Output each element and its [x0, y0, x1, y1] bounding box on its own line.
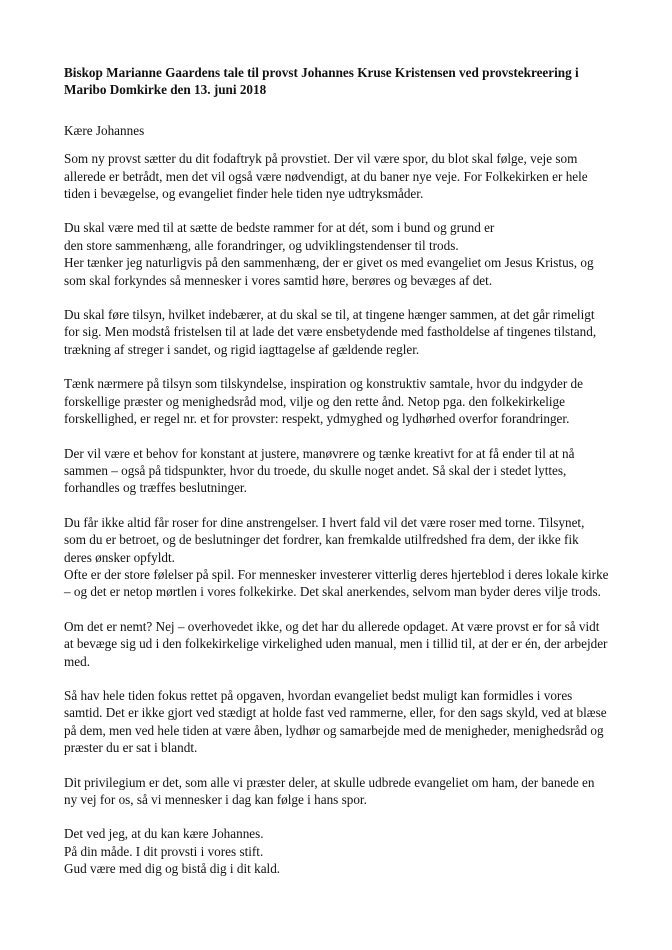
paragraph-line: som du er betroet, og de beslutninger det fordrer, kan fremkalde utilfredshed fra dem, der ikke fik — [64, 532, 579, 548]
paragraph-line: Om det er nemt? Nej – overhovedet ikke, og det har du allerede opdaget. At være provst er for så vidt — [64, 618, 600, 634]
greeting: Kære Johannes — [64, 122, 145, 138]
title-line: Maribo Domkirke den 13. juni 2018 — [64, 82, 267, 98]
paragraph — [64, 514, 624, 601]
paragraph-line: Dit privilegium er det, som alle vi præster deler, at skulle udbrede evangeliet om ham, der banede en — [64, 774, 595, 790]
paragraph-line: forskellighed, er regel nr. et for provster: respekt, ydmyghed og lydhørhed overfor forandringer. — [64, 411, 570, 427]
paragraph-line: ny vej for os, så vi mennesker i dag kan følge i hans spor. — [64, 792, 367, 807]
paragraph-line: Du skal være med til at sætte de bedste rammer for at dét, som i bund og grund er — [64, 220, 495, 236]
paragraph-line: forhandles og træffes beslutninger. — [64, 480, 247, 496]
document-title — [64, 64, 624, 99]
paragraph-line: Så hav hele tiden fokus rettet på opgaven, hvordan evangeliet bedst muligt kan formidles i vores — [64, 687, 573, 703]
paragraph-line: Det ved jeg, at du kan kære Johannes. — [64, 826, 264, 842]
title-line: Biskop Marianne Gaardens tale til provst Johannes Kruse Kristensen ved provstekreering i — [64, 65, 579, 80]
paragraph-line: allerede er betrådt, men det vil også være nødvendigt, at du baner nye veje. For Folkekirken er hele — [64, 168, 588, 184]
paragraph-line: den store sammenhæng, alle forandringer, og udviklingstendenser til trods. — [64, 237, 459, 253]
paragraph-line: Gud være med dig og bistå dig i dit kald. — [64, 861, 281, 877]
paragraph-line: Der vil være et behov for konstant at justere, manøvrere og tænke kreativt for at få ender til at nå — [64, 445, 575, 461]
paragraph-line: – og det er netop mørtlen i vores folkekirke. Det skal anerkendes, selvom man byder deres vilje trods. — [64, 584, 601, 600]
paragraph — [64, 687, 624, 757]
paragraph-line: På din måde. I dit provsti i vores stift. — [64, 843, 264, 859]
paragraph-line: samtid. Det er ikke gjort ved stædigt at holde fast ved rammerne, eller, for den sags skyld, ved at blæse — [64, 705, 607, 721]
paragraph — [64, 825, 624, 877]
paragraph-line: præster du er sat i blandt. — [64, 740, 198, 756]
paragraph-line: Her tænker jeg naturligvis på den sammenhæng, der er givet os med evangeliet om Jesus Kristus, og — [64, 255, 594, 271]
paragraph-line: trækning af streger i sandet, og rigid iagttagelse af gældende regler. — [64, 341, 420, 357]
paragraph — [64, 150, 624, 202]
paragraph-line: tiden i bevægelse, og evangeliet finder hele tiden nye udtryksmåder. — [64, 186, 424, 202]
paragraph-line: Som ny provst sætter du dit fodaftryk på provstiet. Der vil være spor, du blot skal følge, veje som — [64, 151, 578, 167]
paragraph-line: deres ønsker opfyldt. — [64, 549, 175, 565]
paragraph-line: sammen – også på tidspunkter, hvor du troede, du skulle noget andet. Så skal der i stedet lyttes, — [64, 462, 567, 478]
paragraph-line: at bevæge sig ud i den folkekirkelige virkelighed uden manual, men i tillid til, at der er én, der arbejder — [64, 636, 608, 652]
paragraph — [64, 306, 624, 358]
paragraph-line: som skal forkyndes så mennesker i vores samtid høre, berøres og bevæges af det. — [64, 272, 493, 288]
paragraph-line: på dem, men ved hele tiden at være åben, lydhør og samarbejde med de menigheder, menighedsråd og — [64, 722, 604, 738]
paragraph-line: med. — [64, 653, 91, 669]
paragraph-line: forskellige præster og menighedsråd mod, vilje og den rette ånd. Netop pga. den folkekirkelige — [64, 393, 565, 409]
speech-body — [64, 150, 624, 877]
paragraph-line: for sig. Men modstå fristelsen til at lade det være ensbetydende med fastholdelse af tingenes tilstand, — [64, 324, 597, 340]
document-page — [64, 64, 624, 887]
paragraph — [64, 219, 624, 289]
paragraph-line: Du får ikke altid får roser for dine anstrengelser. I hvert fald vil det være roser med torne. Tilsynet, — [64, 514, 585, 530]
paragraph-line: Ofte er der store følelser på spil. For mennesker investerer vitterlig deres hjerteblod i deres lokale kirke — [64, 566, 609, 582]
paragraph-line: Tænk nærmere på tilsyn som tilskyndelse, inspiration og konstruktiv samtale, hvor du indgyder de — [64, 376, 584, 392]
paragraph — [64, 774, 624, 809]
paragraph — [64, 375, 624, 427]
paragraph-line: Du skal føre tilsyn, hvilket indebærer, at du skal se til, at tingene hænger sammen, at det går rimeligt — [64, 307, 595, 323]
paragraph — [64, 445, 624, 497]
paragraph — [64, 618, 624, 670]
